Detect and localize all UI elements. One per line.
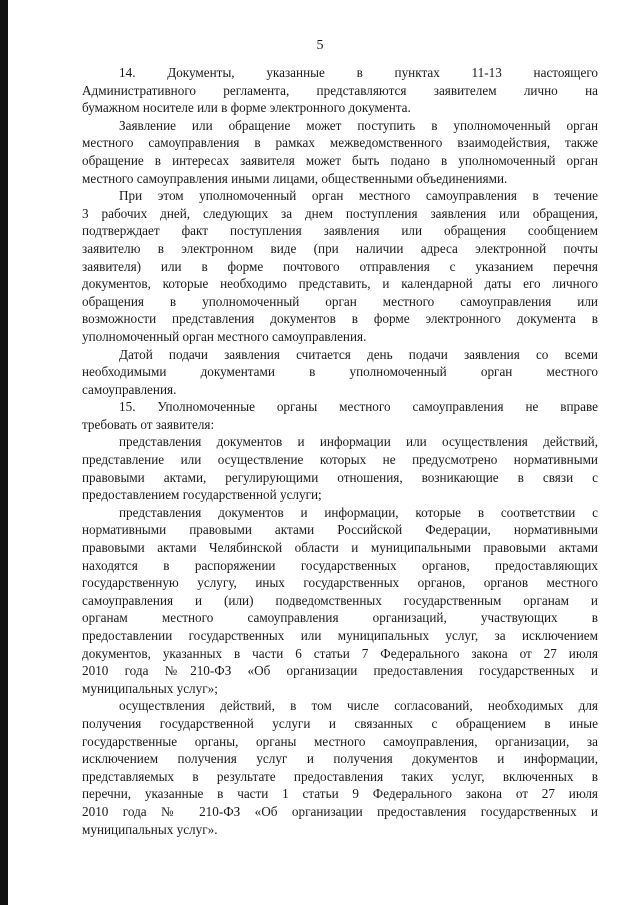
text-line: органам местного самоуправления организаций, участвующих в <box>82 610 598 626</box>
document-body <box>82 64 598 838</box>
text-line: исключением получения услуг и получения документов и информации, <box>82 751 598 767</box>
text-line: Административного регламента, представляются заявителем лично на <box>82 82 598 98</box>
text-line: государственные органы, органы местного самоуправления, организации, за <box>82 733 598 749</box>
paragraph-5 <box>82 398 598 433</box>
text-line: осуществления действий, в том числе согласований, необходимых для <box>119 698 598 714</box>
text-line: представления документов и информации, которые в соответствии с <box>119 504 598 520</box>
text-line: 2010 года №210-ФЗ «Об организации предоставления государственных и <box>82 663 598 679</box>
text-line: правовыми актами, регулирующими отношения, возникающие в связи с <box>82 469 598 485</box>
paragraph-4 <box>82 346 598 399</box>
text-line: самоуправления и (или) подведомственных государственным органам и <box>82 592 598 608</box>
text-line: представляемых в результате предоставления таких услуг, включенных в <box>82 768 598 784</box>
text-line: предоставлением государственной услуги; <box>82 487 322 503</box>
text-line: 3 рабочих дней, следующих за днем поступления заявления или обращения, <box>82 205 598 221</box>
text-line: представление или осуществление которых не предусмотрено нормативными <box>82 452 598 468</box>
text-line: государственную услугу, иных государственных органов, органов местного <box>82 575 598 591</box>
text-line: возможности представления документов в форме электронного документа в <box>82 311 598 327</box>
text-line: получения государственной услуги и связанных с обращением в иные <box>82 715 598 731</box>
text-line: При этом уполномоченный орган местного самоуправления в течение <box>119 188 598 204</box>
paragraph-3 <box>82 187 598 345</box>
text-line: заявителя) или в форме почтового отправления с указанием перечня <box>82 258 598 274</box>
text-line: необходимыми документами в уполномоченный орган местного <box>82 364 598 380</box>
paragraph-1 <box>82 64 598 117</box>
text-line: Заявление или обращение может поступить в уполномоченный орган <box>119 117 598 133</box>
text-line: 2010 года № 210-ФЗ «Об организации предоставления государственных и <box>82 803 598 819</box>
text-line: муниципальных услуг». <box>82 821 218 837</box>
text-line: документов, указанных в части 6 статьи 7 Федерального закона от 27 июля <box>82 645 598 661</box>
page-number: 5 <box>316 38 324 53</box>
text-line: предоставлении государственных или муниципальных услуг, за исключением <box>82 628 598 643</box>
text-line: представления документов и информации или осуществления действий, <box>119 434 598 450</box>
text-line: подтверждает факт поступления заявления или обращения сообщением <box>82 223 598 239</box>
text-line: документов, которые необходимо представить, и календарной даты его личного <box>82 276 598 292</box>
scan-left-edge <box>0 0 8 905</box>
text-line: правовыми актами Челябинской области и муниципальными правовыми актами <box>82 540 598 556</box>
text-line: обращение в интересах заявителя может быть подано в уполномоченный орган <box>82 152 598 168</box>
text-line: перечни, указанные в части 1 статьи 9 Федерального закона от 27 июля <box>82 786 598 802</box>
text-line: 14. Документы, указанные в пунктах 11-13 настоящего <box>119 65 598 80</box>
text-line: заявителю в электронном виде (при наличии адреса электронной почты <box>82 240 598 256</box>
text-line: муниципальных услуг»; <box>82 680 218 696</box>
text-line: местного самоуправления в рамках межведомственного взаимодействия, также <box>82 135 598 151</box>
text-line: Датой подачи заявления считается день подачи заявления со всеми <box>119 346 598 362</box>
text-line: обращения в уполномоченный орган местного самоуправления или <box>82 293 598 309</box>
paragraph-8 <box>82 697 598 838</box>
text-line: находятся в распоряжении государственных органов, предоставляющих <box>82 557 598 573</box>
text-line: требовать от заявителя: <box>82 416 215 432</box>
text-line: 15. Уполномоченные органы местного самоуправления не вправе <box>119 399 598 415</box>
text-line: бумажном носителе или в форме электронного документа. <box>82 100 411 116</box>
paragraph-7 <box>82 504 598 698</box>
text-line: нормативными правовыми актами Российской Федерации, нормативными <box>82 522 598 538</box>
paragraph-2 <box>82 117 598 187</box>
paragraph-6 <box>82 433 598 503</box>
text-line: самоуправления. <box>82 381 177 397</box>
text-line: местного самоуправления иными лицами, общественными объединениями. <box>82 170 508 186</box>
text-line: уполномоченный орган местного самоуправления. <box>82 328 367 344</box>
